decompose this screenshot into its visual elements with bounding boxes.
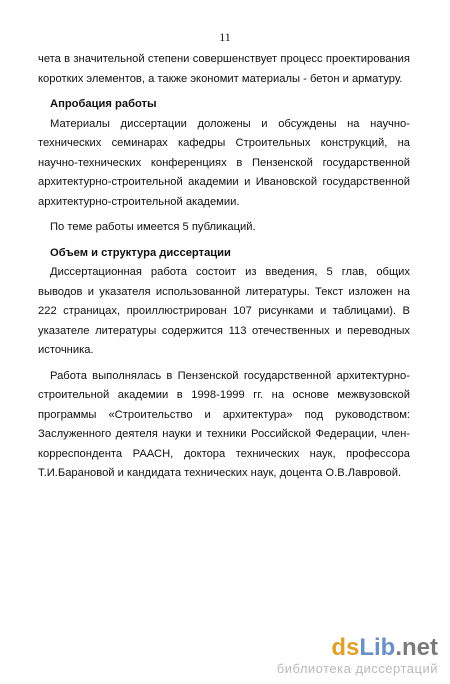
- watermark-logo: [277, 635, 438, 661]
- watermark-subtitle: библиотека диссертаций: [276, 661, 438, 676]
- page-number: 11: [219, 30, 231, 44]
- logo-ds: ds: [331, 634, 360, 661]
- paragraph-approbation: Материалы диссертации доложены и обсуждены на научно-технических семинарах кафедры Строительных конструкций, на научно-технических конференциях в Пензенской государственной архитектурно-строительной академии и Ивановской государственной архитектурно-строительной академии.: [38, 117, 410, 208]
- paragraph-structure: Диссертационная работа состоит из введения, 5 глав, общих выводов и указателя использованной литературы. Текст изложен на 222 страницах, проиллюстрирован 107 рисунками и таблицами). В указателе литературы содержится 113 отечественных и переводных источника.: [38, 266, 410, 356]
- paragraph-supervision: Работа выполнялась в Пензенской государственной архитектурно-строительной академии в 1998-1999 гг. на основе межвузовской программы «Строительство и архитектура» под руководством: Заслуженного деятеля науки и техники Российской Федерации, член-корреспондента РААСН, доктора технических наук, профессора Т.И.Барановой и кандидата технических наук, доцента О.В.Лавровой.: [38, 369, 410, 479]
- paragraph-publications: По теме работы имеется 5 публикаций.: [50, 221, 256, 233]
- paragraph-continuation: чета в значительной степени совершенствует процесс проектирования коротких элементов, а также экономит материалы - бетон и арматуру.: [38, 53, 410, 85]
- section-heading-approbation: Апробация работы: [50, 98, 157, 110]
- watermark: [277, 635, 438, 676]
- logo-lib: Lib: [359, 634, 396, 661]
- document-body: [38, 50, 410, 484]
- logo-net: .net: [395, 634, 438, 661]
- section-heading-structure: Объем и структура диссертации: [50, 246, 231, 259]
